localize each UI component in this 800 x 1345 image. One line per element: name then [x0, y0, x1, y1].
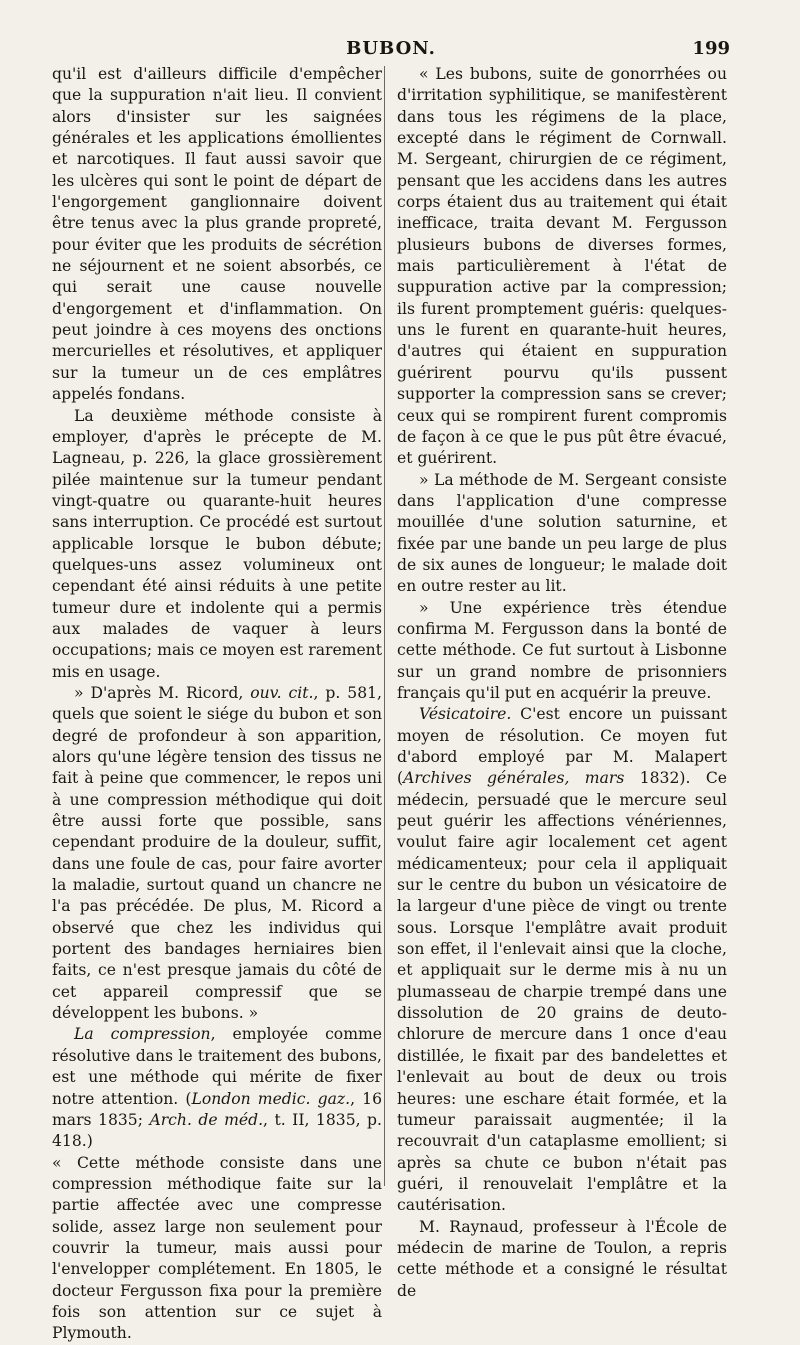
- text-run: , employée comme résolutive dans le traitement des bubons, est une méthode qui mérite de fixer notre attention. (: [52, 1025, 382, 1108]
- column-divider: [384, 66, 385, 1186]
- paragraph: » La méthode de M. Sergeant consiste dans l'application d'une compresse mouillée d'une solution saturnine, et fixée par une bande un peu large de plus de six aunes de longueur; le malade doit en outre rester au lit.: [397, 470, 727, 596]
- paragraph: qu'il est d'ailleurs difficile d'empêcher que la suppuration n'ait lieu. Il convient alors d'insister sur les saignées générales et les applications émollientes et narcotiques. Il faut aussi savoir que les ulcères qui sont le point de départ de l'engorgement ganglionnaire doivent être tenus avec la plus grande propreté, pour éviter que les produits de sécrétion ne séjournent et ne soient absorbés, ce qui serait une cause nouvelle d'engorgement et d'inflammation. On peut joindre à ces moyens des onctions mercurielles et résolutives, et appliquer sur la tumeur un de ces emplâtres appelés fondans.: [52, 65, 382, 404]
- text-run: C'est encore un puissant moyen de résolution. Ce moyen fut d'abord employé par M. Malapert (: [397, 705, 727, 788]
- citation-italic: Archives générales, mars: [403, 769, 625, 788]
- right-column: [397, 64, 727, 1302]
- paragraph: « Cette méthode consiste dans une compression méthodique faite sur la partie affectée avec une compresse solide, assez large non seulement pour couvrir la tumeur, mais aussi pour l'envelopper complétement. En 1805, le docteur Fergusson fixa pour la première fois son attention sur ce sujet à Plymouth.: [52, 1153, 382, 1343]
- paragraph: [397, 704, 727, 1216]
- paragraph: » Une expérience très étendue confirma M. Fergusson dans la bonté de cette méthode. Ce fut surtout à Lisbonne sur un grand nombre de prisonniers français qu'il put en acquérir la preuve.: [397, 598, 727, 702]
- page-number: 199: [692, 38, 730, 59]
- section-heading-italic: Vésicatoire.: [419, 705, 512, 724]
- paragraph: La deuxième méthode consiste à employer, d'après le précepte de M. Lagneau, p. 226, la glace grossièrement pilée maintenue sur la tumeur pendant vingt-quatre ou quarante-huit heures sans interruption. Ce procédé est surtout applicable lorsque le bubon débute; quelques-uns assez volumineux ont cependant été ainsi réduits à une petite tumeur dure et indolente qui a permis aux malades de vaquer à leurs occupations; mais ce moyen est rarement mis en usage.: [52, 406, 382, 681]
- citation-italic: Arch. de méd.: [149, 1110, 264, 1129]
- running-head: BUBON.: [346, 38, 436, 59]
- paragraph: « Les bubons, suite de gonorrhées ou d'irritation syphilitique, se manifestèrent dans tous les régimens de la place, excepté dans le régiment de Cornwall. M. Sergeant, chirurgien de ce régiment, pensant que les accidens dans les autres corps étaient dus au traitement qui était inefficace, traita devant M. Fergusson plusieurs bubons de diverses formes, mais particulièrement à l'état de suppuration active par la compression; ils furent promptement guéris: quelques-uns le furent en quarante-huit heures, d'autres qui étaient en suppuration guérirent pourvu qu'ils pussent supporter la compression sans se crever; ceux qui se rompirent furent compromis de façon à ce que le pus pût être évacué, et guérirent.: [397, 65, 727, 468]
- paragraph: M. Raynaud, professeur à l'École de médecin de marine de Toulon, a repris cette méthode et a consigné le résultat de: [397, 1217, 727, 1300]
- section-heading-italic: La compression: [74, 1025, 211, 1044]
- left-column: [52, 64, 382, 1345]
- text-run: , t. II, 1835, p. 418.): [52, 1110, 382, 1151]
- text-run: , p. 581, quels que soient le siége du bubon et son degré de profondeur à son apparition, alors qu'une légère tension des tissus ne fait à peine que commencer, le repos uni à une compression méthodique qui doit être aussi forte que possible, sans cependant produire de la douleur, suffit, dans une foule de cas, pour faire avorter la maladie, surtout quand un chancre ne l'a pas précédée. De plus, M. Ricord a observé que chez les individus qui portent des bandages herniaires bien faits, ce n'est presque jamais du côté de cet appareil compressif que se développent les bubons. »: [52, 683, 383, 1023]
- text-run: , 16 mars 1835;: [52, 1089, 382, 1129]
- citation-italic: London medic. gaz.: [191, 1089, 351, 1108]
- text-run: » D'après M. Ricord,: [74, 683, 251, 702]
- page-header: [52, 38, 730, 66]
- paragraph: [52, 683, 382, 1025]
- paragraph: [52, 1024, 382, 1152]
- text-run: 1832). Ce médecin, persuadé que le mercure seul peut guérir les affections vénériennes, voulut faire agir localement cet agent médicamenteux; pour cela il appliquait sur le centre du bubon un vésicatoire de la largeur d'une pièce de vingt ou trente sous. Lorsque l'emplâtre avait produit son effet, il l'enlevait ainsi que la cloche, et appliquait sur le derme mis à nu un plumasseau de charpie trempé dans une dissolution de 20 grains de deuto-chlorure de mercure dans 1 once d'eau distillée, le fixait par des bandelettes et l'enlevait au bout de deux ou trois heures: une eschare était formée, et la tumeur paraissait augmentée; il la recouvrait d'un cataplasme emollient; si après sa chute ce bubon n'était pas guéri, il renouvelait l'emplâtre et la cautérisation.: [397, 769, 727, 1215]
- citation-italic: ouv. cit.: [250, 683, 314, 702]
